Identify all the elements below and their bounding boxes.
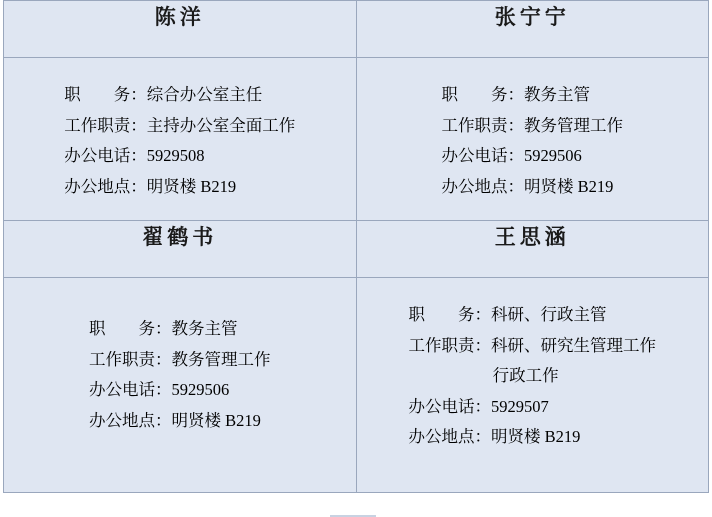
info-row-duties (409, 331, 657, 362)
person-name: 王思涵 (494, 225, 570, 249)
person-name: 张宁宁 (494, 5, 570, 29)
value-location: 明贤楼 B219 (524, 176, 614, 196)
table-row-names-bottom (4, 221, 709, 278)
info-list (409, 300, 657, 453)
value-duties: 教务管理工作 (524, 115, 623, 135)
table-row-details-bottom (4, 278, 709, 493)
info-row-duties-continued (409, 361, 657, 392)
info-row-phone (64, 141, 295, 172)
label-position: 职 务： (64, 85, 147, 104)
info-list (442, 80, 624, 202)
info-row-location (442, 172, 624, 203)
info-row-phone (442, 141, 624, 172)
value-position: 科研、行政主管 (491, 305, 607, 324)
info-row-duties (64, 111, 295, 142)
label-location: 办公地点： (89, 410, 172, 430)
value-duties: 科研、研究生管理工作 (491, 335, 656, 355)
value-phone: 5929506 (524, 146, 582, 166)
name-cell-chen-yang (4, 1, 357, 58)
value-position: 教务主管 (524, 85, 590, 104)
info-wrap (4, 314, 356, 436)
info-block (4, 278, 356, 436)
label-duties: 工作职责： (408, 335, 491, 355)
value-duties: 主持办公室全面工作 (146, 115, 296, 135)
label-position: 职 务： (441, 85, 524, 104)
label-location: 办公地点： (408, 427, 491, 447)
label-phone: 办公电话： (408, 396, 491, 416)
label-position: 职 务： (89, 319, 172, 338)
info-row-position (442, 80, 624, 111)
info-list (64, 80, 295, 202)
name-cell-zhai-heshu (4, 221, 357, 278)
details-cell-zhang-ningning (356, 58, 709, 221)
name-cell-wang-sihan (356, 221, 709, 278)
info-block (357, 58, 709, 202)
value-position: 综合办公室主任 (146, 85, 263, 104)
info-row-position (89, 314, 271, 345)
value-location: 明贤楼 B219 (171, 410, 261, 430)
info-row-phone (89, 375, 271, 406)
info-row-position (64, 80, 295, 111)
label-position: 职 务： (408, 305, 491, 324)
info-list (89, 314, 271, 436)
info-wrap (357, 80, 709, 202)
person-name: 翟鹤书 (142, 225, 218, 249)
value-phone: 5929507 (491, 396, 549, 416)
value-phone: 5929508 (146, 146, 205, 166)
info-row-location (409, 422, 657, 453)
value-position: 教务主管 (171, 319, 238, 338)
label-location: 办公地点： (441, 176, 524, 196)
value-duties: 教务管理工作 (171, 349, 271, 369)
info-block (4, 58, 356, 202)
label-duties: 工作职责： (64, 115, 147, 135)
person-name: 陈洋 (154, 5, 205, 29)
label-location: 办公地点： (64, 176, 147, 196)
staff-info-table (3, 0, 709, 493)
value-phone: 5929506 (171, 380, 230, 400)
details-cell-wang-sihan (356, 278, 709, 493)
info-row-location (64, 172, 295, 203)
info-row-location (89, 406, 271, 437)
info-row-duties (89, 345, 271, 376)
label-duties: 工作职责： (441, 115, 524, 135)
details-cell-zhai-heshu (4, 278, 357, 493)
name-cell-zhang-ningning (356, 1, 709, 58)
table-row-details-top (4, 58, 709, 221)
label-phone: 办公电话： (441, 146, 524, 166)
info-wrap (4, 80, 356, 202)
label-phone: 办公电话： (64, 146, 147, 166)
details-cell-chen-yang (4, 58, 357, 221)
value-location: 明贤楼 B219 (491, 427, 581, 447)
info-row-phone (409, 392, 657, 423)
info-wrap (357, 300, 709, 453)
label-phone: 办公电话： (89, 380, 172, 400)
table-row-names-top (4, 1, 709, 58)
label-duties: 工作职责： (89, 349, 172, 369)
info-block (357, 278, 709, 453)
info-row-duties (442, 111, 624, 142)
value-location: 明贤楼 B219 (146, 176, 237, 196)
value-duties-line2: 行政工作 (492, 366, 559, 386)
info-row-position (409, 300, 657, 331)
